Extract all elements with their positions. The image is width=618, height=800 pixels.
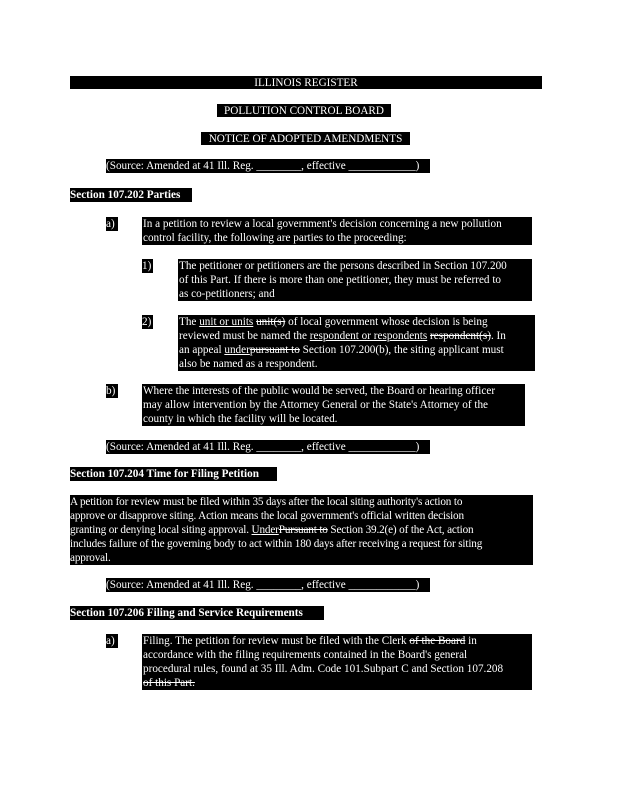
- source-blank-reg: ________: [256, 441, 302, 453]
- section-206-heading: [70, 606, 324, 620]
- source-line: [106, 159, 430, 173]
- s202-p2-line-4: also be named as a respondent.: [179, 358, 318, 370]
- s206-line-3: procedural rules, found at 35 Ill. Adm. Code 101.Subpart C and Section 107.208: [143, 663, 504, 675]
- source-effective: , effective: [301, 579, 346, 591]
- source-suffix: ): [415, 579, 420, 591]
- s204-l3-b: Section 39.2(e) of the Act, action: [327, 524, 474, 536]
- section-202-heading: [70, 188, 192, 202]
- s206-a-label: [106, 634, 118, 648]
- source-suffix: ): [415, 160, 420, 172]
- s204-line-3: [70, 523, 533, 537]
- s202-p2-label-text: 2): [142, 316, 152, 328]
- s202-p1-text: [178, 259, 532, 301]
- s206-l1-deleted: of the Board: [409, 635, 466, 647]
- s204-l3-deleted: Pursuant to: [278, 524, 328, 536]
- s202-b-label-text: b): [106, 385, 116, 397]
- source-line-3: [106, 578, 430, 592]
- s206-l4-deleted: of this Part.: [143, 677, 195, 689]
- s202-a-text: [142, 217, 532, 245]
- s202-p2-l1-inserted: unit or units: [199, 316, 254, 328]
- s202-p2-l1-b: of local government whose decision is being: [285, 316, 488, 328]
- s202-p2-l3-deleted: pursuant to: [249, 344, 300, 356]
- section-204-heading: [70, 467, 277, 481]
- s202-a-line-1: In a petition to review a local government's decision concerning a new pollution: [143, 218, 502, 230]
- s202-p2-l2-inserted: respondent or respondents: [309, 330, 428, 342]
- s204-l3-a: granting or denying local siting approval.: [70, 524, 252, 536]
- board-name-text: POLLUTION CONTROL BOARD: [224, 105, 384, 117]
- s202-p2-line-1: [179, 315, 535, 329]
- s202-a-line-2: control facility, the following are parties to the proceeding:: [143, 232, 407, 244]
- notice-title: [201, 132, 410, 145]
- source-prefix: (Source: Amended at 41 Ill. Reg.: [106, 160, 254, 172]
- s202-p2-l3-inserted: under: [224, 344, 250, 356]
- source-prefix: (Source: Amended at 41 Ill. Reg.: [106, 441, 254, 453]
- s204-line-4: includes failure of the governing body to act within 180 days after receiving a request for siting: [70, 538, 483, 550]
- source-blank-date: ____________: [348, 579, 416, 591]
- s206-a-text: [142, 634, 532, 690]
- s202-p1-label-text: 1): [142, 260, 152, 272]
- section-202-heading-text: Section 107.202 Parties: [70, 189, 181, 201]
- s202-b-line-1: Where the interests of the public would be served, the Board or hearing officer: [143, 385, 496, 397]
- notice-title-text: NOTICE OF ADOPTED AMENDMENTS: [208, 133, 403, 145]
- s202-b-label: [106, 384, 118, 398]
- s202-b-text: [142, 384, 525, 426]
- s204-text: [70, 495, 533, 565]
- register-title: ILLINOIS REGISTER: [254, 77, 358, 89]
- source-blank-reg: ________: [256, 160, 302, 172]
- s202-p2-l2-a: reviewed must be named the: [179, 330, 310, 342]
- s204-line-5: approval.: [70, 552, 111, 564]
- s202-p1-line-3: as co-petitioners; and: [179, 288, 275, 300]
- s202-p2-l1-a: The: [179, 316, 200, 328]
- s204-line-2: approve or disapprove siting. Action means the local government's official written decision: [70, 510, 464, 522]
- source-line-2: [106, 440, 430, 454]
- s202-p2-l1-deleted: unit(s): [256, 316, 286, 328]
- s202-p2-l3-a: an appeal: [179, 344, 225, 356]
- source-blank-reg: ________: [256, 579, 302, 591]
- s202-p2-l2-deleted: respondent(s): [430, 330, 491, 342]
- s204-line-1: A petition for review must be filed within 35 days after the local siting authority's action to: [70, 496, 463, 508]
- s206-l1-a: Filing. The petition for review must be filed with the Clerk: [143, 635, 410, 647]
- source-prefix: (Source: Amended at 41 Ill. Reg.: [106, 579, 254, 591]
- s206-a-label-text: a): [106, 635, 115, 647]
- s202-p2-line-3: [179, 343, 535, 357]
- s202-a-label: [106, 217, 118, 231]
- section-204-heading-text: Section 107.204 Time for Filing Petition: [70, 468, 259, 480]
- source-suffix: ): [415, 441, 420, 453]
- source-effective: , effective: [301, 441, 346, 453]
- s202-p1-line-2: of this Part. If there is more than one petitioner, they must be referred to: [179, 274, 502, 286]
- s202-p2-text: [178, 315, 535, 371]
- s202-b-line-2: may allow intervention by the Attorney General or the State's Attorney of the: [143, 399, 489, 411]
- s202-a-label-text: a): [106, 218, 115, 230]
- s202-p2-l3-b: Section 107.200(b), the siting applicant must: [299, 344, 504, 356]
- s202-p1-label: [142, 259, 153, 273]
- s206-l1-b: in: [465, 635, 477, 647]
- source-effective: , effective: [301, 160, 346, 172]
- s206-line-4: [143, 676, 532, 690]
- source-blank-date: ____________: [348, 441, 416, 453]
- source-blank-date: ____________: [348, 160, 416, 172]
- section-206-heading-text: Section 107.206 Filing and Service Requirements: [70, 607, 303, 619]
- s202-p1-line-1: The petitioner or petitioners are the persons described in Section 107.200: [179, 260, 507, 272]
- s202-p2-label: [142, 315, 153, 329]
- board-name: [217, 104, 391, 117]
- s206-line-2: accordance with the filing requirements contained in the Board's general: [143, 649, 468, 661]
- s202-p2-l2-b: . In: [490, 330, 506, 342]
- s206-line-1: [143, 634, 532, 648]
- register-header: [70, 76, 542, 89]
- s202-p2-line-2: [179, 329, 535, 343]
- s202-b-line-3: county in which the facility will be located.: [143, 413, 338, 425]
- s204-l3-inserted: Under: [251, 524, 279, 536]
